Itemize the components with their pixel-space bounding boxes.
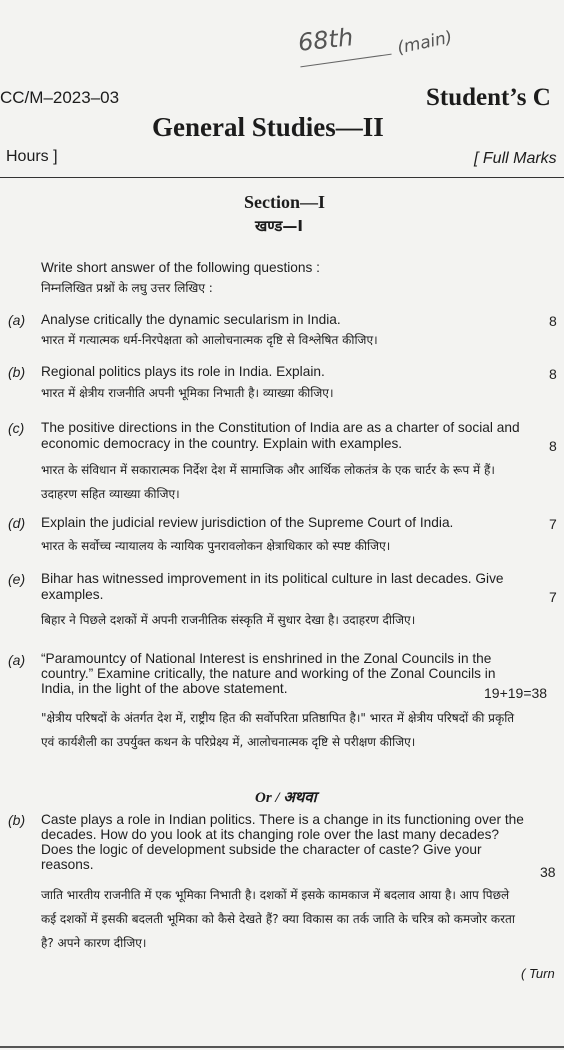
handwritten-underline [300,54,391,68]
footer-edge [0,1046,564,1048]
question-text-en: Explain the judicial review jurisdiction of the Supreme Court of India. [41,515,454,530]
question-text-en: Bihar has witnessed improvement in its political culture in last decades. Give examples. [41,571,504,602]
question-marks: 7 [549,516,557,532]
booklet-label: Student’s C [426,84,551,111]
instruction-hi: निम्नलिखित प्रश्नों के लघु उत्तर लिखिए : [41,281,213,295]
question-label: (b) [8,364,26,380]
question-marks: 38 [540,864,556,880]
question-label: (a) [8,312,26,328]
turn-over-label: ( Turn [521,966,555,981]
paper-code: CC/M–2023–03 [0,88,120,107]
question-text-en: “Paramountcy of National Interest is enshrined in the Zonal Councils in the country.” Examine critically, the nature and working of the Zonal Councils in India, in the light of the above statement. [41,651,496,696]
question-label: (e) [8,571,26,587]
or-divider-label: Or / अथवा [255,790,317,806]
question-label: (c) [8,420,25,436]
question-text-en: The positive directions in the Constitution of India are as a charter of social and economic democracy in the country. Explain with examples. [41,420,520,451]
question-marks: 19+19=38 [484,685,548,701]
question-text-hi: जाति भारतीय राजनीति में एक भूमिका निभाती है। दशकों में इसके कामकाज में बदलाव आया है। आप पिछले कई दशकों में इसकी बदलती भूमिका को कैसे देखते हैं? क्या विकास का तर्क जाति के चरित्र को कमजोर करता है? अपने कारण दीजिए। [41,888,515,950]
section-title-hindi: खण्ड—I [255,217,304,235]
header-divider [0,177,564,178]
handwritten-note: 68th [296,23,355,57]
question-text-hi: भारत के संविधान में सकारात्मक निर्देश देश में सामाजिक और आर्थिक लोकतंत्र के एक चार्टर के रूप में हैं। उदाहरण सहित व्याख्या कीजिए। [41,463,495,501]
question-marks: 8 [549,438,557,454]
question-text-en: Analyse critically the dynamic secularism in India. [41,312,341,327]
section-title: Section—I [244,192,325,212]
question-text-hi: भारत में गत्यात्मक धर्म-निरपेक्षता को आलोचनात्मक दृष्टि से विश्लेषित कीजिए। [41,333,378,347]
question-label: (a) [8,652,26,668]
question-text-hi: भारत के सर्वोच्च न्यायालय के न्यायिक पुनरावलोकन क्षेत्राधिकार को स्पष्ट कीजिए। [41,539,391,553]
question-text-hi: भारत में क्षेत्रीय राजनीति अपनी भूमिका निभाती है। व्याख्या कीजिए। [41,386,334,400]
question-marks: 8 [549,313,557,329]
question-text-hi: "क्षेत्रीय परिषदों के अंतर्गत देश में, राष्ट्रीय हित की सर्वोपरिता प्रतिष्ठापित है।" भारत में क्षेत्रीय परिषदों की प्रकृति एवं कार्यशैली का उपर्युक्त कथन के परिप्रेक्ष्य में, आलोचनात्मक दृष्टि से परीक्षण कीजिए। [41,711,515,749]
question-text-hi: बिहार ने पिछले दशकों में अपनी राजनीतिक संस्कृति में सुधार देखा है। उदाहरण दीजिए। [41,613,416,627]
hours-label: Hours ] [6,148,58,165]
question-marks: 8 [549,366,557,382]
question-text-en: Caste plays a role in Indian politics. There is a change in its functioning over the decades. How do you look at its changing role over the last many decades? Does the logic of development subside the character of caste? Give your reasons. [41,812,524,872]
question-marks: 7 [549,589,557,605]
handwritten-note-main: (main) [395,27,455,59]
question-text-en: Regional politics plays its role in India. Explain. [41,364,325,379]
question-label: (b) [8,812,26,828]
page-title: General Studies—II [152,112,384,142]
question-label: (d) [8,515,26,531]
instruction-en: Write short answer of the following questions : [41,260,320,275]
full-marks-label: [ Full Marks [474,150,557,167]
